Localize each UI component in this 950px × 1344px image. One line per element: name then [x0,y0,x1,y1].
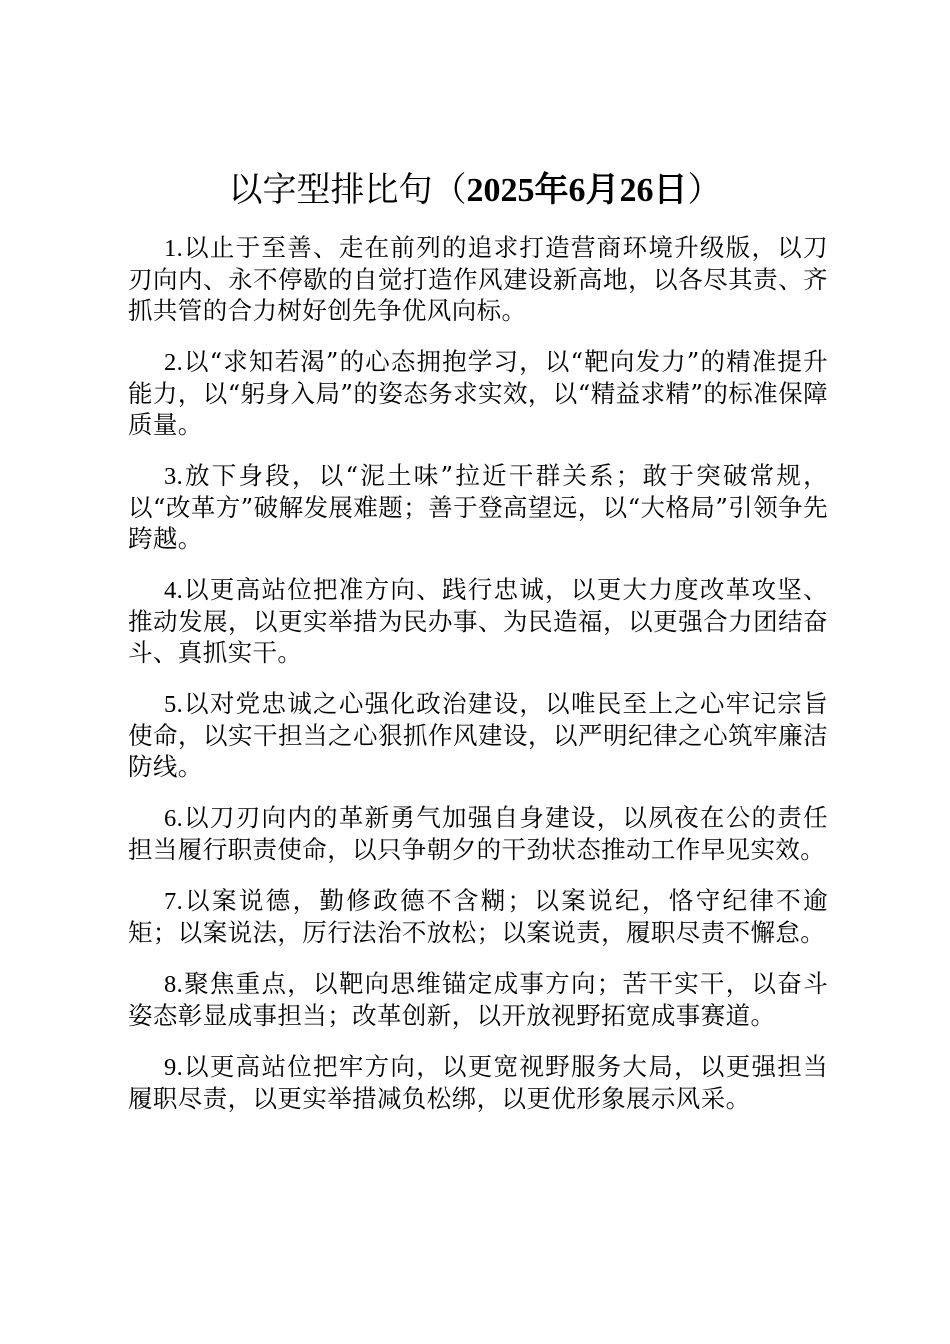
item-text: 以更高站位把准方向、践行忠诚，以更大力度改革攻坚、推动发展，以更实举措为民办事、为民造福，以更强合力团结奋斗、真抓实干。 [128,575,828,667]
item-text: 以刀刃向内的革新勇气加强自身建设，以夙夜在公的责任担当履行职责使命，以只争朝夕的干劲状态推动工作早见实效。 [128,803,828,864]
title-close: ） [687,170,722,210]
title-text: 以字型排比句（ [228,170,467,210]
title-date: 2025年6月26日 [466,172,688,209]
list-item [128,968,828,1031]
list-item [128,802,828,865]
list-item [128,346,828,440]
item-text: 以案说德，勤修政德不含糊；以案说纪，恪守纪律不逾矩；以案说法，厉行法治不放松；以案说责，履职尽责不懈怠。 [128,886,828,947]
item-text: 以更高站位把牢方向，以更宽视野服务大局，以更强担当履职尽责，以更实举措减负松绑，以更优形象展示风采。 [128,1052,828,1113]
list-item [128,688,828,782]
item-number: 4. [164,577,184,604]
item-number: 7. [164,888,184,915]
item-text: 聚焦重点，以靶向思维锚定成事方向；苦干实干，以奋斗姿态彰显成事担当；改革创新，以开放视野拓宽成事赛道。 [128,969,828,1030]
list-item [128,460,828,554]
document-title [0,168,950,213]
item-text: 以对党忠诚之心强化政治建设，以唯民至上之心牢记宗旨使命，以实干担当之心狠抓作风建设，以严明纪律之心筑牢廉洁防线。 [128,689,828,781]
list-item [128,232,828,326]
list-item [128,885,828,948]
item-number: 5. [164,691,184,718]
item-text: 放下身段，以“泥土味”拉近干群关系；敢于突破常规，以“改革方”破解发展难题；善于登高望远，以“大格局”引领争先跨越。 [128,461,828,553]
item-number: 3. [164,463,184,490]
item-text: 以止于至善、走在前列的追求打造营商环境升级版，以刀刃向内、永不停歇的自觉打造作风建设新高地，以各尽其责、齐抓共管的合力树好创先争优风向标。 [128,233,828,325]
item-number: 8. [164,971,184,998]
item-number: 2. [164,349,184,376]
item-number: 9. [164,1054,184,1081]
item-number: 6. [164,805,184,832]
list-item [128,574,828,668]
item-number: 1. [164,235,184,262]
document-body [128,232,828,1134]
list-item [128,1051,828,1114]
item-text: 以“求知若渴”的心态拥抱学习，以“靶向发力”的精准提升能力，以“躬身入局”的姿态务求实效，以“精益求精”的标准保障质量。 [128,347,828,439]
